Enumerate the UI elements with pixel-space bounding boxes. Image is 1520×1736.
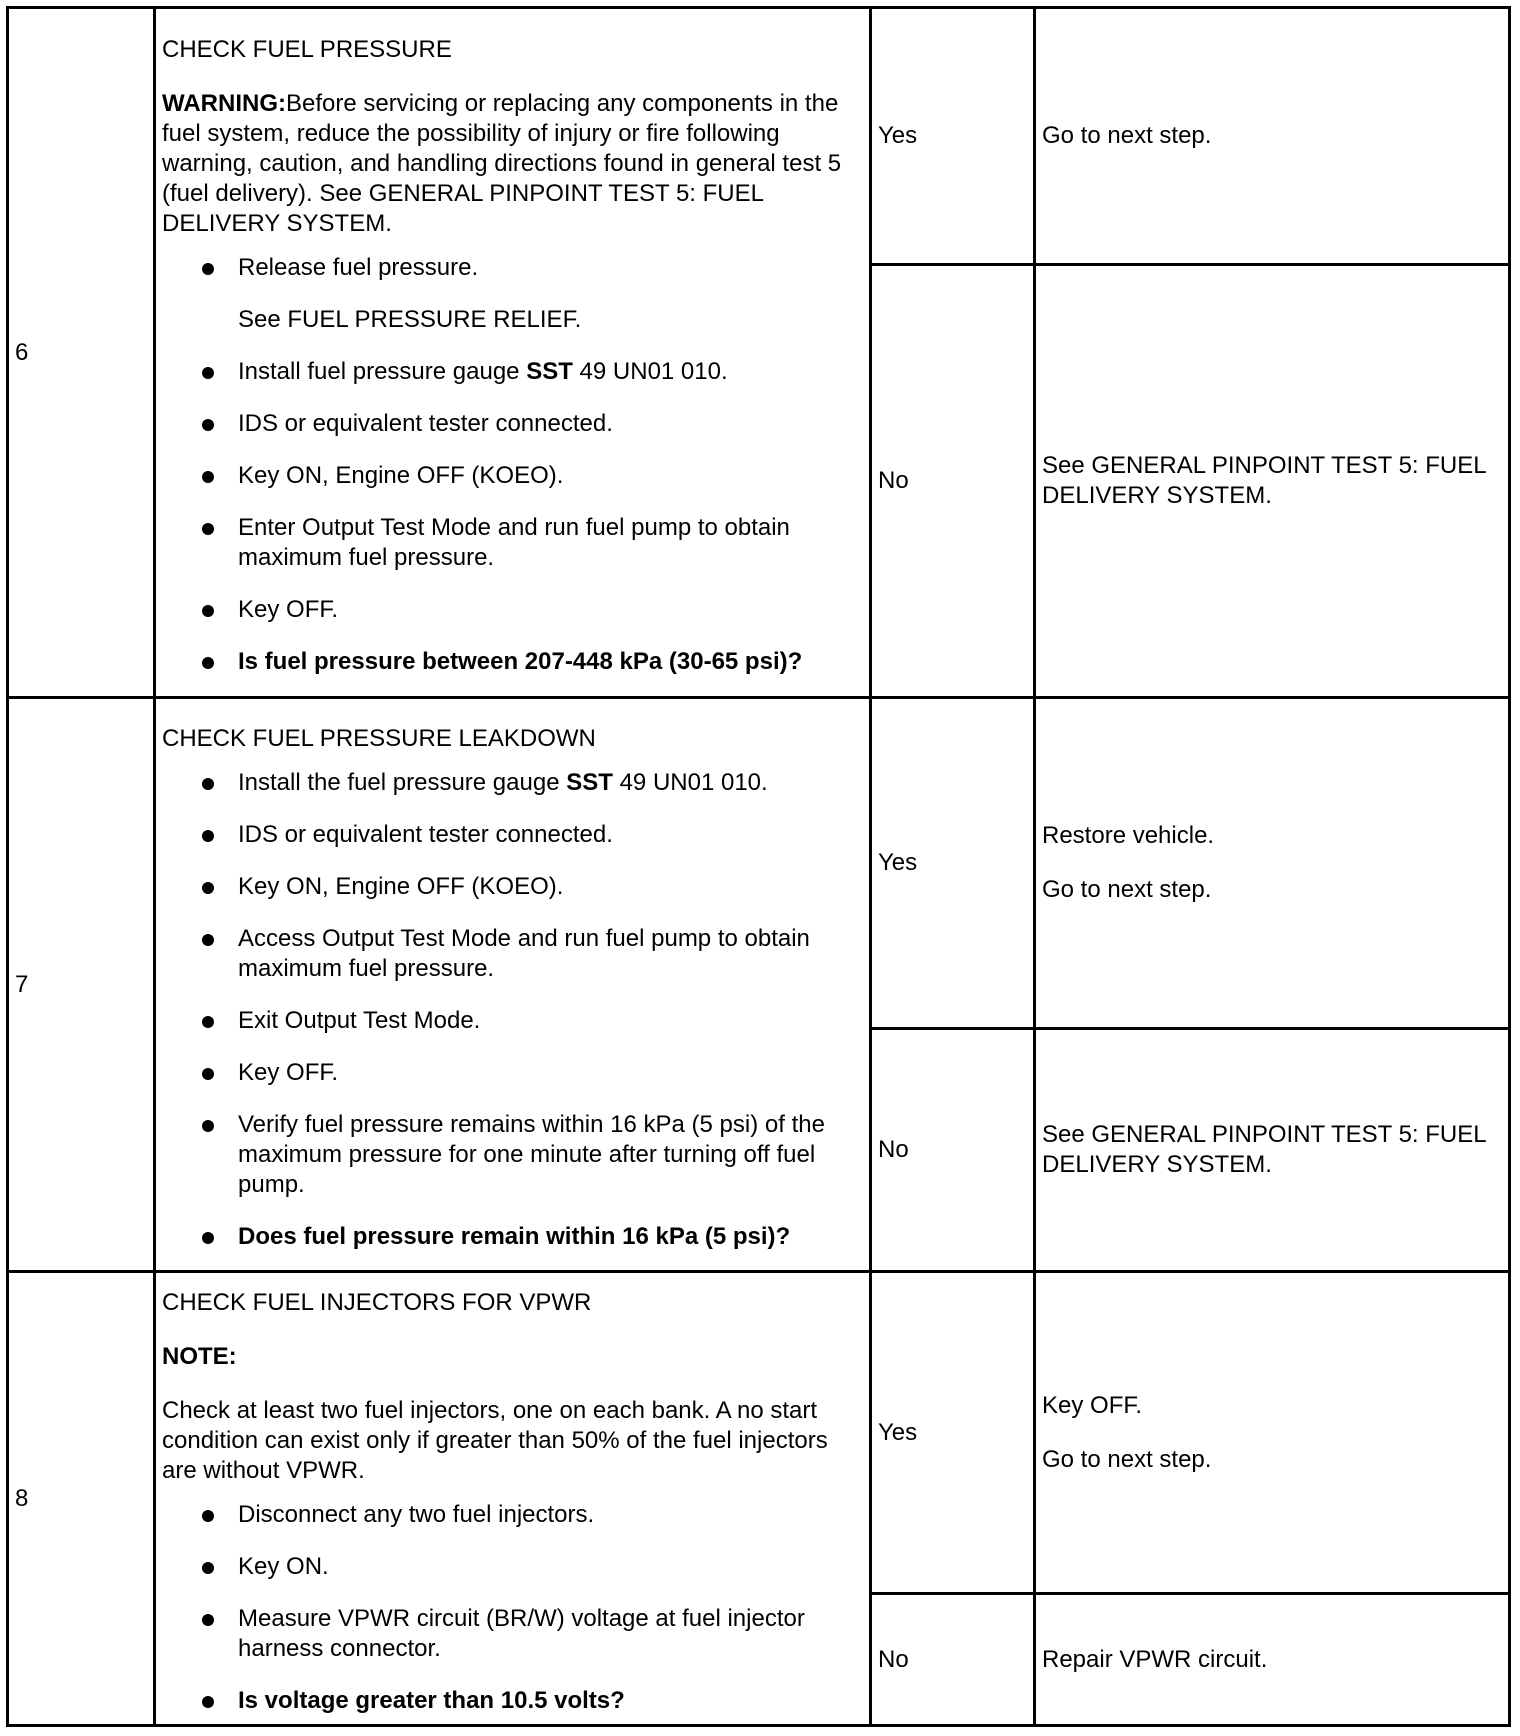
step-title: CHECK FUEL INJECTORS FOR VPWR xyxy=(162,1288,592,1316)
bullet-icon xyxy=(202,1562,214,1574)
list-item: Is fuel pressure between 207-448 kPa (30-65 psi)? xyxy=(202,647,863,677)
list-item: Key ON. xyxy=(202,1552,863,1582)
sub-note: See FUEL PRESSURE RELIEF. xyxy=(238,305,582,333)
list-item: Key OFF. xyxy=(202,1058,863,1088)
step-action xyxy=(155,1272,871,1726)
bullet-icon xyxy=(202,471,214,483)
step-bullet-list xyxy=(162,768,863,1252)
step-6-yes-row xyxy=(8,8,1510,265)
warning-text: Before servicing or replacing any components in the fuel system, reduce the possibility of injury or fire following warning, caution, and handling directions found in general test 5 (fuel delivery). See GENERAL PINPOINT TEST 5: FUEL DELIVERY SYSTEM. xyxy=(162,89,842,237)
next-action-no: See GENERAL PINPOINT TEST 5: FUEL DELIVERY SYSTEM. xyxy=(1035,265,1510,698)
next-action-yes: Go to next step. xyxy=(1035,8,1510,265)
list-item: Exit Output Test Mode. xyxy=(202,1006,863,1036)
step-7-yes-row xyxy=(8,698,1510,1029)
next-action-no: Repair VPWR circuit. xyxy=(1035,1594,1510,1726)
result-no: No xyxy=(871,1029,1035,1272)
next-action-yes: Key OFF. Go to next step. xyxy=(1035,1272,1510,1594)
list-item: Key OFF. xyxy=(202,595,863,625)
step-action xyxy=(155,698,871,1272)
step-number: 7 xyxy=(8,698,155,1272)
step-8-yes-row xyxy=(8,1272,1510,1594)
result-yes: Yes xyxy=(871,698,1035,1029)
list-item: Is voltage greater than 10.5 volts? xyxy=(202,1686,863,1716)
list-item: Disconnect any two fuel injectors. xyxy=(202,1500,863,1530)
next-action-yes: Restore vehicle. Go to next step. xyxy=(1035,698,1510,1029)
bullet-icon xyxy=(202,1068,214,1080)
bullet-icon xyxy=(202,830,214,842)
warning-paragraph xyxy=(162,89,863,239)
list-item: Does fuel pressure remain within 16 kPa (5 psi)? xyxy=(202,1222,863,1252)
note-text: Check at least two fuel injectors, one on each bank. A no start condition can exist only if greater than 50% of the fuel injectors are without VPWR. xyxy=(162,1396,828,1484)
pinpoint-test-table xyxy=(6,6,1511,1727)
step-number: 6 xyxy=(8,8,155,698)
list-item: Install fuel pressure gauge SST 49 UN01 010. xyxy=(202,357,863,387)
bullet-icon xyxy=(202,934,214,946)
step-number: 8 xyxy=(8,1272,155,1726)
bullet-icon xyxy=(202,1696,214,1708)
step-title: CHECK FUEL PRESSURE xyxy=(162,35,452,63)
result-no: No xyxy=(871,1594,1035,1726)
note-label: NOTE: xyxy=(162,1342,237,1370)
bullet-icon xyxy=(202,1614,214,1626)
bullet-icon xyxy=(202,1016,214,1028)
result-no: No xyxy=(871,265,1035,698)
bullet-icon xyxy=(202,657,214,669)
bullet-icon xyxy=(202,605,214,617)
next-action-no: See GENERAL PINPOINT TEST 5: FUEL DELIVERY SYSTEM. xyxy=(1035,1029,1510,1272)
bullet-icon xyxy=(202,1232,214,1244)
bullet-icon xyxy=(202,367,214,379)
step-bullet-list xyxy=(162,253,863,677)
bullet-icon xyxy=(202,263,214,275)
list-item: Release fuel pressure. See FUEL PRESSURE RELIEF. xyxy=(202,253,863,335)
step-title: CHECK FUEL PRESSURE LEAKDOWN xyxy=(162,724,596,752)
bullet-icon xyxy=(202,419,214,431)
list-item: IDS or equivalent tester connected. xyxy=(202,820,863,850)
list-item: Key ON, Engine OFF (KOEO). xyxy=(202,461,863,491)
list-item: Enter Output Test Mode and run fuel pump to obtain maximum fuel pressure. xyxy=(202,513,863,573)
result-yes: Yes xyxy=(871,1272,1035,1594)
bullet-icon xyxy=(202,882,214,894)
list-item: Access Output Test Mode and run fuel pump to obtain maximum fuel pressure. xyxy=(202,924,863,984)
list-item: IDS or equivalent tester connected. xyxy=(202,409,863,439)
step-bullet-list xyxy=(162,1500,863,1716)
warning-label: WARNING: xyxy=(162,89,286,117)
result-yes: Yes xyxy=(871,8,1035,265)
list-item: Install the fuel pressure gauge SST 49 UN01 010. xyxy=(202,768,863,798)
bullet-icon xyxy=(202,523,214,535)
bullet-icon xyxy=(202,778,214,790)
step-action xyxy=(155,8,871,698)
list-item: Verify fuel pressure remains within 16 kPa (5 psi) of the maximum pressure for one minute after turning off fuel pump. xyxy=(202,1110,863,1200)
list-item: Key ON, Engine OFF (KOEO). xyxy=(202,872,863,902)
bullet-icon xyxy=(202,1510,214,1522)
bullet-icon xyxy=(202,1120,214,1132)
list-item: Measure VPWR circuit (BR/W) voltage at fuel injector harness connector. xyxy=(202,1604,863,1664)
